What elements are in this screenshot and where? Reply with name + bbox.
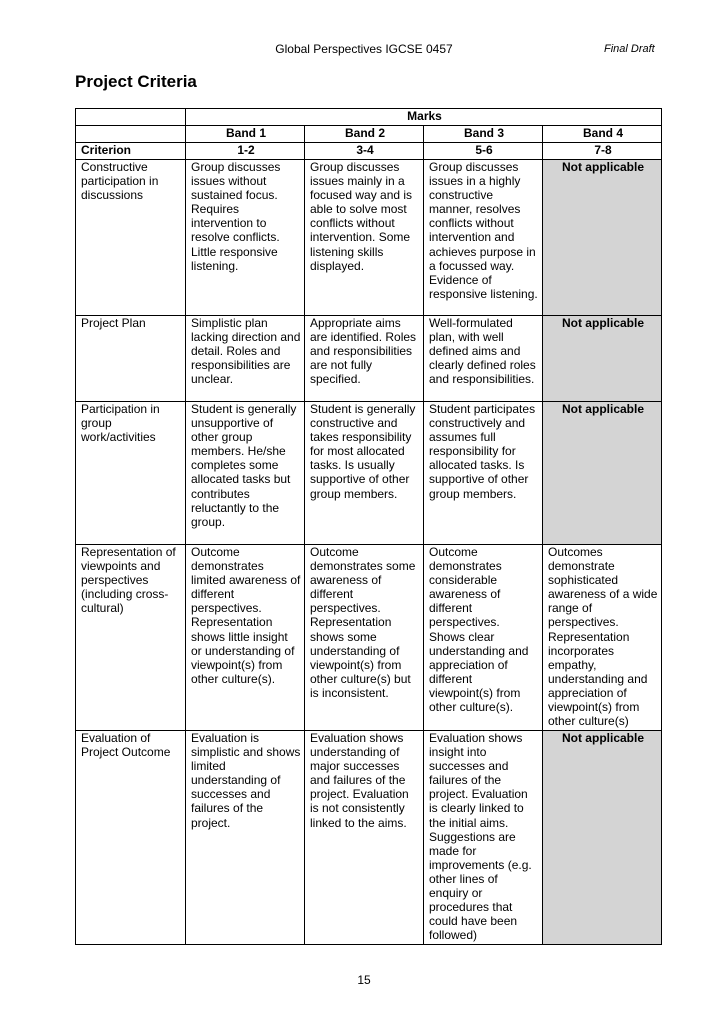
- band-3-descriptor: Well-formulated plan, with well defined aims and clearly defined roles and responsibilities.: [424, 316, 543, 402]
- band-1-descriptor: Evaluation is simplistic and shows limited understanding of successes and failures of the project.: [186, 731, 305, 945]
- band-1-descriptor: Outcome demonstrates limited awareness of different perspectives. Representation shows little insight or understanding of viewpoint(s) from other culture(s).: [186, 545, 305, 731]
- band-4-not-applicable: Not applicable: [543, 402, 662, 545]
- band-4-name: Band 4: [543, 126, 662, 143]
- band-3-descriptor: Student participates constructively and assumes full responsibility for allocated tasks. Is supportive of other group members.: [424, 402, 543, 545]
- empty-corner-cell: [76, 126, 186, 143]
- band-1-descriptor: Simplistic plan lacking direction and detail. Roles and responsibilities are unclear.: [186, 316, 305, 402]
- band-4-not-applicable: Not applicable: [543, 316, 662, 402]
- band-2-name: Band 2: [305, 126, 424, 143]
- band-2-descriptor: Student is generally constructive and takes responsibility for most allocated tasks. Is usually supportive of other group members.: [305, 402, 424, 545]
- band-2-range: 3-4: [305, 143, 424, 160]
- band-2-descriptor: Appropriate aims are identified. Roles and responsibilities are not fully specified.: [305, 316, 424, 402]
- band-1-descriptor: Student is generally unsupportive of other group members. He/she completes some allocated tasks but contributes reluctantly to the group.: [186, 402, 305, 545]
- band-1-descriptor: Group discusses issues without sustained focus. Requires intervention to resolve conflicts. Little responsive listening.: [186, 160, 305, 316]
- band-3-descriptor: Group discusses issues in a highly constructive manner, resolves conflicts without intervention and achieves purpose in a focussed way. Evidence of responsive listening.: [424, 160, 543, 316]
- band-3-name: Band 3: [424, 126, 543, 143]
- band-2-descriptor: Outcome demonstrates some awareness of different perspectives. Representation shows some understanding of viewpoint(s) from other culture(s) but is inconsistent.: [305, 545, 424, 731]
- table-row-project-plan: [76, 316, 662, 402]
- criterion-cell: Representation of viewpoints and perspectives (including cross-cultural): [76, 545, 186, 731]
- band-3-range: 5-6: [424, 143, 543, 160]
- criterion-cell: Evaluation of Project Outcome: [76, 731, 186, 945]
- table-row-viewpoints: [76, 545, 662, 731]
- band-4-range: 7-8: [543, 143, 662, 160]
- page-title: Project Criteria: [75, 72, 197, 91]
- document-header-status: Final Draft: [604, 43, 655, 55]
- criteria-table: [75, 108, 662, 945]
- band-2-descriptor: Evaluation shows understanding of major successes and failures of the project. Evaluation is not consistently linked to the aims.: [305, 731, 424, 945]
- band-names-row: [76, 126, 662, 143]
- band-2-descriptor: Group discusses issues mainly in a focused way and is able to solve most conflicts without intervention. Some listening skills displayed.: [305, 160, 424, 316]
- criterion-header: Criterion: [76, 143, 186, 160]
- page-number: 15: [357, 973, 371, 987]
- table-row-group-work: [76, 402, 662, 545]
- band-4-not-applicable: Not applicable: [543, 731, 662, 945]
- band-3-descriptor: Evaluation shows insight into successes and failures of the project. Evaluation is clearly linked to the initial aims. Suggestions are made for improvements (e.g. other lines of enquiry or procedures that could have been followed): [424, 731, 543, 945]
- band-ranges-row: [76, 143, 662, 160]
- criterion-cell: Project Plan: [76, 316, 186, 402]
- table-row-discussions: [76, 160, 662, 316]
- band-1-range: 1-2: [186, 143, 305, 160]
- criterion-cell: Participation in group work/activities: [76, 402, 186, 545]
- document-header-title: Global Perspectives IGCSE 0457: [275, 42, 453, 56]
- band-1-name: Band 1: [186, 126, 305, 143]
- band-3-descriptor: Outcome demonstrates considerable awareness of different perspectives. Shows clear understanding and appreciation of different viewpoint(s) from other culture(s).: [424, 545, 543, 731]
- criterion-cell: Constructive participation in discussions: [76, 160, 186, 316]
- band-4-descriptor: Outcomes demonstrate sophisticated awareness of a wide range of perspectives. Representation incorporates empathy, understanding and appreciation of viewpoint(s) from other culture(s): [543, 545, 662, 731]
- band-4-not-applicable: Not applicable: [543, 160, 662, 316]
- marks-header-row: [76, 109, 662, 126]
- marks-header: Marks: [186, 109, 662, 126]
- table-row-evaluation: [76, 731, 662, 945]
- empty-corner-cell: [76, 109, 186, 126]
